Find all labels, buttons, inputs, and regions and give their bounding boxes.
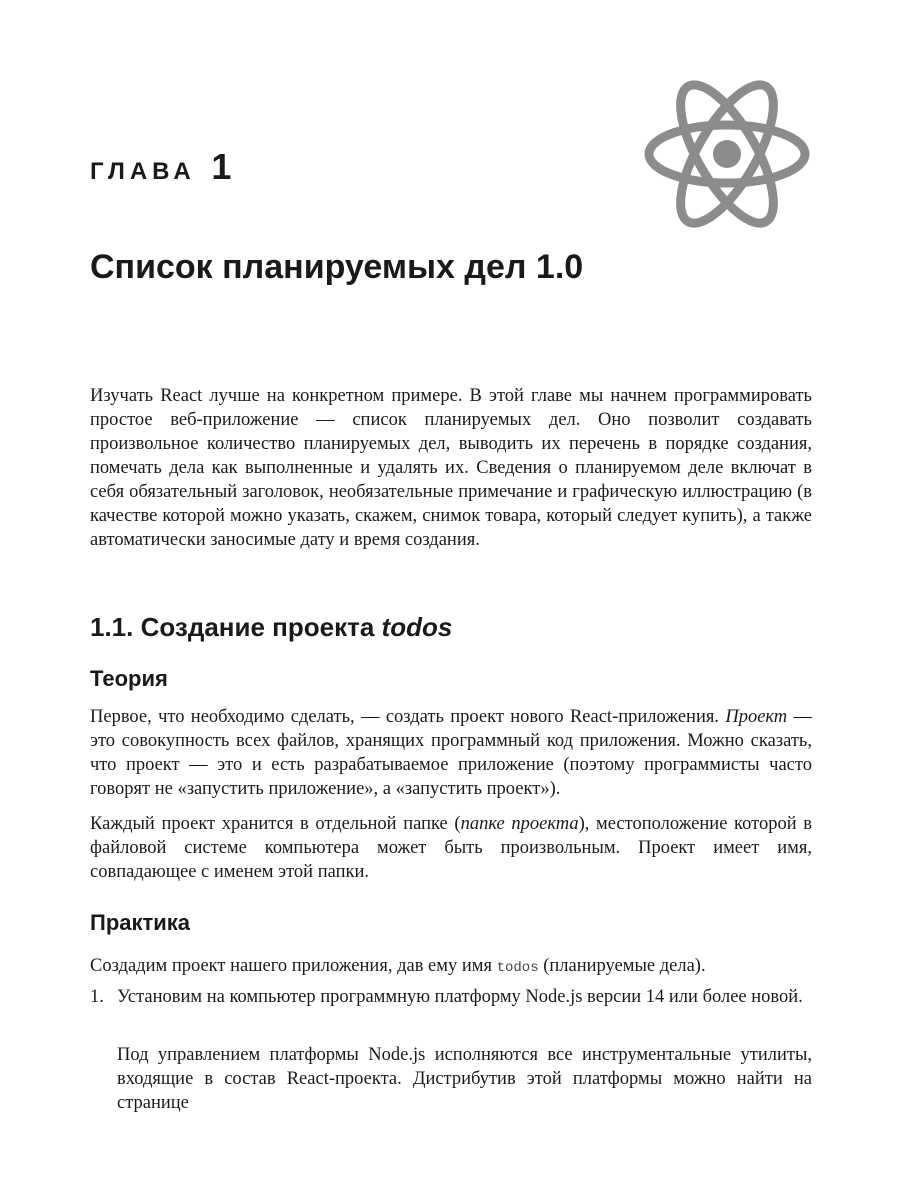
practice-intro [90, 954, 812, 980]
theory-p1-term: Проект [725, 707, 788, 727]
chapter-number: 1 [211, 146, 232, 187]
theory-p2-after: ), местоположение которой в файловой системе компьютера может быть произвольным. Проект имеет имя, совпадающее с именем этой папки. [90, 814, 812, 882]
theory-p1-after: — это совокупность всех файлов, хранящих программный код приложения. Можно сказать, что проект — это и есть разрабатываемое приложение (поэтому программисты часто говорят не «запустить приложение», а «запустить проект»). [90, 707, 812, 799]
react-atom-icon [640, 76, 814, 232]
section-heading [90, 612, 452, 643]
theory-p1-before: Первое, что необходимо сделать, — создать проект нового React-приложения. [90, 707, 719, 727]
list-item [90, 985, 812, 1009]
practice-heading: Практика [90, 910, 191, 935]
section-number-text: 1.1. Создание проекта [90, 612, 375, 642]
theory-p2-before: Каждый проект хранится в отдельной папке ( [90, 814, 461, 834]
list-item-note: Под управлением платформы Node.js исполняются все инструментальные утилиты, входящие в состав React-проекта. Дистрибутив этой платформы можно найти на странице [117, 1045, 812, 1113]
theory-p2-term: папке проекта [460, 814, 579, 834]
list-item-text: Установим на компьютер программную платформу Node.js версии 14 или более новой. [117, 987, 803, 1007]
theory-paragraph-1 [90, 705, 812, 801]
chapter-word: ГЛАВА [90, 158, 196, 185]
theory-heading: Теория [90, 666, 168, 691]
intro-paragraph: Изучать React лучше на конкретном примере. В этой главе мы начнем программировать простое веб-приложение — список планируемых дел. Оно позволит создавать произвольное количество планируемых дел, выводить их перечень в порядке создания, помечать дела как выполненные и удалять их. Сведения о планируемом деле включат в себя обязательный заголовок, необязательные примечание и графическую иллюстрацию (в качестве которой можно указать, скажем, снимок товара, который следует купить), а также автоматически заносимые дату и время создания. [90, 386, 812, 550]
practice-intro-before: Создадим проект нашего приложения, дав ему имя [90, 956, 492, 976]
list-item-number: 1. [90, 987, 104, 1007]
section-italic-text: todos [381, 612, 453, 642]
project-name-code: todos [496, 960, 539, 976]
theory-paragraph-2 [90, 812, 812, 884]
practice-intro-after: (планируемые дела). [543, 956, 706, 976]
chapter-label [90, 146, 231, 188]
page-title: Список планируемых дел 1.0 [90, 248, 584, 286]
